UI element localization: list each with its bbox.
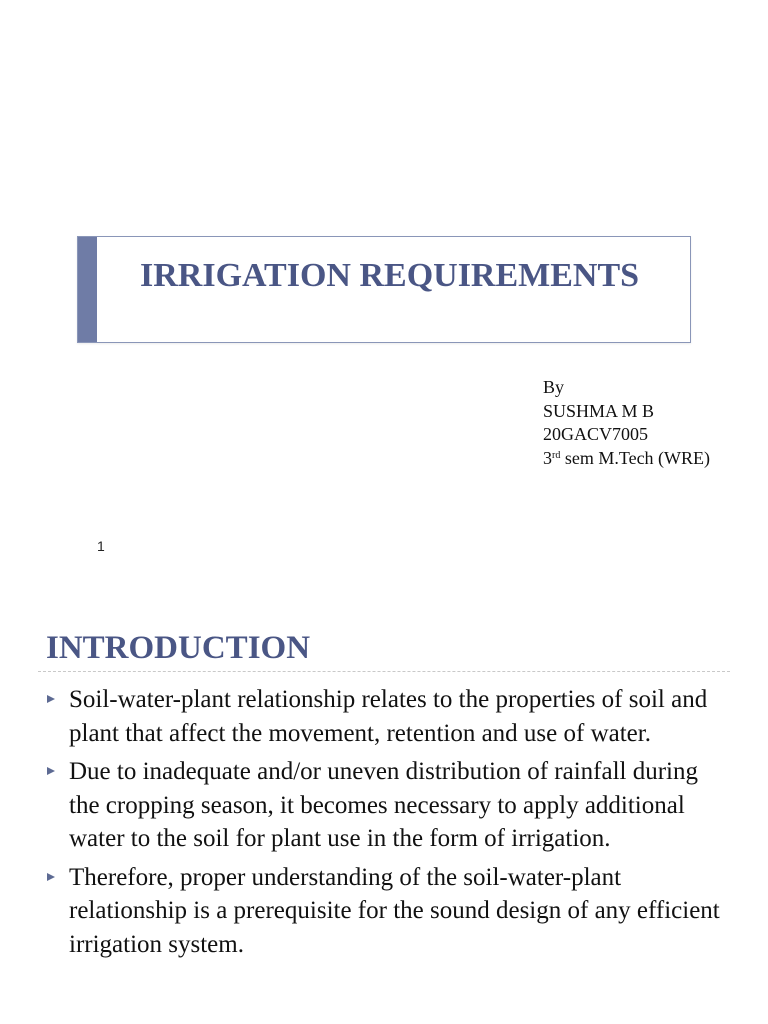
heading-divider xyxy=(38,671,730,672)
author-id: 20GACV7005 xyxy=(543,424,649,444)
bullet-text: Therefore, proper understanding of the soil-water-plant relationship is a prerequisite for the sound design of any efficient irrigation system. xyxy=(69,863,720,958)
semester-number: 3 xyxy=(543,447,552,468)
author-name: SUSHMA M B xyxy=(543,400,655,421)
semester-text: sem M.Tech (WRE) xyxy=(560,447,711,468)
triangle-bullet-icon xyxy=(47,695,55,703)
bullet-list xyxy=(46,683,726,966)
title-accent-bar xyxy=(78,237,97,342)
triangle-bullet-icon xyxy=(47,873,55,881)
title-box xyxy=(77,236,691,343)
semester-suffix: rd xyxy=(552,449,561,461)
author-semester xyxy=(543,447,710,471)
bullet-text: Soil-water-plant relationship relates to the properties of soil and plant that affect the movement, retention and use of water. xyxy=(69,686,708,747)
bullet-text: Due to inadequate and/or uneven distribution of rainfall during the cropping season, it becomes necessary to apply additional water to the soil for plant use in the form of irrigation. xyxy=(69,758,698,852)
author-block xyxy=(543,376,710,470)
slide-title: IRRIGATION REQUIREMENTS xyxy=(140,257,640,294)
list-item xyxy=(46,683,726,750)
list-item xyxy=(46,755,726,856)
section-heading: INTRODUCTION xyxy=(46,630,311,666)
list-item xyxy=(46,861,726,962)
author-by: By xyxy=(543,377,565,397)
page-number: 1 xyxy=(97,538,105,554)
triangle-bullet-icon xyxy=(47,767,55,775)
